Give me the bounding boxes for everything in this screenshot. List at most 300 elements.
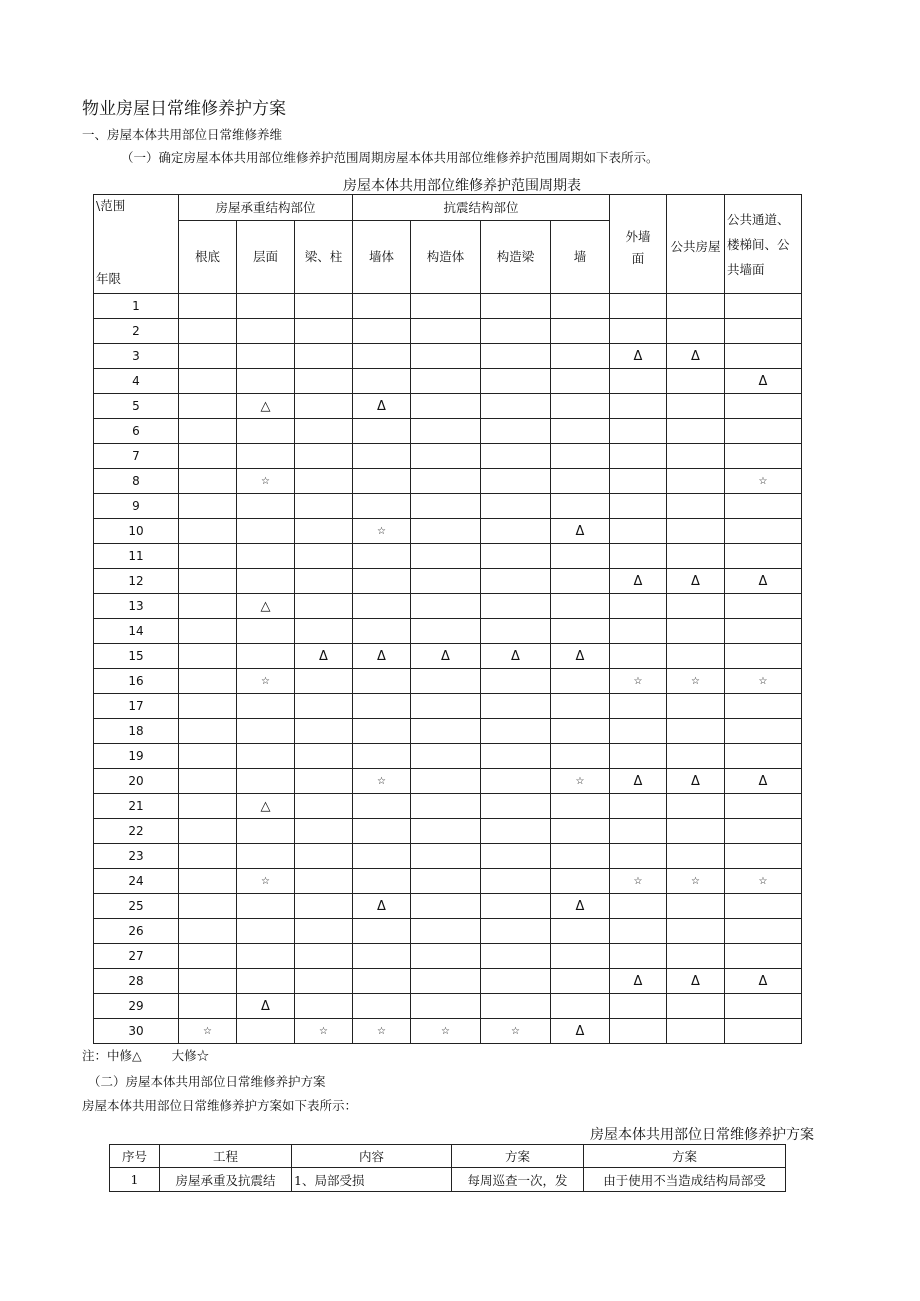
mark-cell <box>237 1019 295 1044</box>
mark-cell <box>725 594 802 619</box>
mark-cell <box>610 694 667 719</box>
mark-cell <box>667 294 725 319</box>
mark-cell: ☆ <box>667 869 725 894</box>
mark-cell <box>411 469 481 494</box>
mark-cell: ☆ <box>353 1019 411 1044</box>
mark-cell <box>411 869 481 894</box>
mark-cell <box>725 544 802 569</box>
mark-cell <box>411 719 481 744</box>
mark-cell <box>295 919 353 944</box>
mark-cell: ☆ <box>237 869 295 894</box>
mark-cell <box>295 344 353 369</box>
mark-cell: Δ <box>237 994 295 1019</box>
mark-cell <box>295 719 353 744</box>
year-cell: 11 <box>94 544 179 569</box>
year-cell: 4 <box>94 369 179 394</box>
mark-cell <box>179 619 237 644</box>
mark-cell <box>353 494 411 519</box>
mark-cell <box>411 919 481 944</box>
plan-cell-index: 1 <box>110 1168 160 1192</box>
mark-cell <box>725 794 802 819</box>
mark-cell <box>237 444 295 469</box>
year-cell: 9 <box>94 494 179 519</box>
mark-cell <box>667 844 725 869</box>
mark-cell <box>481 419 551 444</box>
year-cell: 26 <box>94 919 179 944</box>
year-cell: 27 <box>94 944 179 969</box>
group-header-load-bearing: 房屋承重结构部位 <box>179 195 353 221</box>
mark-cell <box>353 669 411 694</box>
mark-cell <box>353 819 411 844</box>
mark-cell <box>481 969 551 994</box>
mark-cell <box>179 844 237 869</box>
mark-cell: ☆ <box>610 869 667 894</box>
mark-cell <box>295 894 353 919</box>
mark-cell <box>610 369 667 394</box>
plan-header-plan-2: 方案 <box>584 1145 786 1168</box>
mark-cell <box>481 819 551 844</box>
mark-cell <box>411 394 481 419</box>
mark-cell <box>237 944 295 969</box>
year-cell: 25 <box>94 894 179 919</box>
mark-cell <box>551 669 610 694</box>
mark-cell <box>610 944 667 969</box>
col-header-outer-wall-line2: 面 <box>631 251 645 266</box>
mark-cell <box>610 319 667 344</box>
year-cell: 10 <box>94 519 179 544</box>
col-header-structure-body: 构造体 <box>411 220 481 293</box>
table-row <box>94 569 802 594</box>
mark-cell: Δ <box>551 1019 610 1044</box>
mark-cell <box>179 769 237 794</box>
mark-cell <box>667 544 725 569</box>
table-row <box>94 969 802 994</box>
mark-cell <box>353 444 411 469</box>
mark-cell: Δ <box>353 394 411 419</box>
mark-cell <box>295 619 353 644</box>
table-row <box>94 494 802 519</box>
mark-cell <box>610 644 667 669</box>
mark-cell: Δ <box>610 969 667 994</box>
plan-header-content: 内容 <box>292 1145 452 1168</box>
mark-cell <box>551 869 610 894</box>
mark-cell <box>667 919 725 944</box>
mark-cell <box>667 594 725 619</box>
year-cell: 14 <box>94 619 179 644</box>
year-cell: 30 <box>94 1019 179 1044</box>
mark-cell: Δ <box>610 769 667 794</box>
mark-cell <box>610 594 667 619</box>
mark-cell: Δ <box>551 519 610 544</box>
mark-cell <box>179 669 237 694</box>
mark-cell: Δ <box>551 644 610 669</box>
mark-cell <box>725 744 802 769</box>
mark-cell <box>725 294 802 319</box>
mark-cell <box>667 319 725 344</box>
mark-cell <box>295 519 353 544</box>
mark-cell <box>179 494 237 519</box>
mark-cell <box>295 819 353 844</box>
mark-cell <box>481 844 551 869</box>
plan-cell-content: 1、局部受损 <box>292 1168 452 1192</box>
mark-cell <box>237 894 295 919</box>
table-row <box>94 869 802 894</box>
mark-cell: ☆ <box>610 669 667 694</box>
mark-cell <box>353 569 411 594</box>
mark-cell <box>551 419 610 444</box>
table-row <box>94 669 802 694</box>
mark-cell <box>725 994 802 1019</box>
table-row <box>94 619 802 644</box>
year-cell: 8 <box>94 469 179 494</box>
mark-cell <box>411 619 481 644</box>
mark-cell <box>725 894 802 919</box>
table-row <box>94 944 802 969</box>
mark-cell <box>551 919 610 944</box>
legend-note <box>82 1046 209 1064</box>
mark-cell <box>551 844 610 869</box>
mark-cell <box>353 369 411 394</box>
mark-cell: Δ <box>610 569 667 594</box>
mark-cell <box>725 694 802 719</box>
col-header-wall: 墙 <box>551 220 610 293</box>
col-header-wall-body: 墙体 <box>353 220 411 293</box>
mark-cell <box>179 544 237 569</box>
mark-cell: ☆ <box>353 519 411 544</box>
mark-cell <box>353 294 411 319</box>
mark-cell <box>179 744 237 769</box>
mark-cell <box>551 969 610 994</box>
mark-cell <box>237 694 295 719</box>
year-cell: 6 <box>94 419 179 444</box>
mark-cell <box>179 519 237 544</box>
mark-cell <box>179 394 237 419</box>
table-row <box>94 769 802 794</box>
mark-cell <box>237 744 295 769</box>
mark-cell <box>481 394 551 419</box>
mark-cell <box>551 294 610 319</box>
subsection-heading-1: （一）确定房屋本体共用部位维修养护范围周期房屋本体共用部位维修养护范围周期如下表所示。 <box>121 150 659 165</box>
mark-cell <box>551 319 610 344</box>
mark-cell <box>179 444 237 469</box>
mark-cell <box>353 869 411 894</box>
mark-cell <box>610 519 667 544</box>
mark-cell <box>353 994 411 1019</box>
mark-cell <box>551 369 610 394</box>
maintenance-cycle-table <box>93 194 802 1044</box>
mark-cell <box>667 519 725 544</box>
mark-cell <box>411 894 481 919</box>
page-title: 物业房屋日常维修养护方案 <box>82 99 286 119</box>
mark-cell <box>481 294 551 319</box>
mark-cell <box>353 469 411 494</box>
mark-cell <box>610 794 667 819</box>
mark-cell <box>667 819 725 844</box>
table1-caption-text: 房屋本体共用部位维修养护范围周期表 <box>343 178 581 194</box>
mark-cell <box>481 319 551 344</box>
mark-cell <box>295 694 353 719</box>
mark-cell <box>179 719 237 744</box>
mark-cell <box>667 719 725 744</box>
mark-cell <box>667 794 725 819</box>
mark-cell <box>179 894 237 919</box>
mark-cell <box>411 444 481 469</box>
mark-cell: ☆ <box>725 469 802 494</box>
mark-cell <box>667 394 725 419</box>
mark-cell <box>179 594 237 619</box>
table-row <box>94 369 802 394</box>
mark-cell: Δ <box>610 344 667 369</box>
mark-cell: Δ <box>725 569 802 594</box>
mark-cell <box>610 744 667 769</box>
mark-cell <box>237 494 295 519</box>
col-header-foundation: 根底 <box>179 220 237 293</box>
mark-cell <box>295 544 353 569</box>
mark-cell <box>481 519 551 544</box>
mark-cell <box>667 369 725 394</box>
mark-cell: ☆ <box>725 869 802 894</box>
mark-cell <box>411 294 481 319</box>
mark-cell <box>353 719 411 744</box>
mark-cell <box>353 419 411 444</box>
mark-cell <box>481 744 551 769</box>
mark-cell <box>411 794 481 819</box>
mark-cell: △ <box>237 394 295 419</box>
col-header-structure-beam: 构造梁 <box>481 220 551 293</box>
mark-cell <box>551 994 610 1019</box>
year-cell: 28 <box>94 969 179 994</box>
mark-cell <box>610 619 667 644</box>
mark-cell <box>551 494 610 519</box>
table-row <box>94 594 802 619</box>
mark-cell <box>481 619 551 644</box>
year-cell: 15 <box>94 644 179 669</box>
mark-cell <box>610 544 667 569</box>
table-row <box>94 994 802 1019</box>
mark-cell <box>295 669 353 694</box>
mark-cell: Δ <box>353 894 411 919</box>
mark-cell <box>667 644 725 669</box>
mark-cell: ☆ <box>481 1019 551 1044</box>
mark-cell <box>725 819 802 844</box>
mark-cell <box>237 569 295 594</box>
mark-cell: Δ <box>725 769 802 794</box>
mark-cell <box>725 919 802 944</box>
mark-cell <box>481 994 551 1019</box>
mark-cell <box>295 369 353 394</box>
mark-cell <box>179 319 237 344</box>
mark-cell <box>725 944 802 969</box>
maintenance-plan-table <box>109 1144 786 1192</box>
col-header-public-area-line3: 共墙面 <box>727 261 765 277</box>
mark-cell <box>610 469 667 494</box>
mark-cell <box>481 794 551 819</box>
mark-cell <box>481 569 551 594</box>
mark-cell <box>237 619 295 644</box>
mark-cell: ☆ <box>411 1019 481 1044</box>
year-cell: 21 <box>94 794 179 819</box>
mark-cell: Δ <box>481 644 551 669</box>
section-heading-2: （二）房屋本体共用部位日常维修养护方案 <box>88 1074 326 1089</box>
mark-cell <box>551 394 610 419</box>
table-row <box>94 1019 802 1044</box>
mark-cell <box>295 794 353 819</box>
mark-cell <box>237 644 295 669</box>
mark-cell <box>725 844 802 869</box>
mark-cell: ☆ <box>353 769 411 794</box>
mark-cell <box>481 469 551 494</box>
col-header-public-area-line1: 公共通道、 <box>727 211 790 227</box>
mark-cell <box>551 344 610 369</box>
mark-cell <box>667 419 725 444</box>
mark-cell <box>179 569 237 594</box>
mark-cell <box>237 844 295 869</box>
mark-cell <box>411 544 481 569</box>
table-row <box>94 319 802 344</box>
mark-cell <box>353 694 411 719</box>
mark-cell <box>295 744 353 769</box>
mark-cell <box>237 294 295 319</box>
mark-cell <box>237 719 295 744</box>
mark-cell <box>353 969 411 994</box>
mark-cell: ☆ <box>725 669 802 694</box>
mark-cell: ☆ <box>237 469 295 494</box>
year-cell: 22 <box>94 819 179 844</box>
mark-cell <box>237 344 295 369</box>
mark-cell <box>411 769 481 794</box>
mark-cell <box>179 869 237 894</box>
mark-cell <box>610 919 667 944</box>
mark-cell <box>725 319 802 344</box>
table-row <box>94 694 802 719</box>
mark-cell <box>725 344 802 369</box>
mark-cell <box>610 394 667 419</box>
mark-cell <box>667 444 725 469</box>
mark-cell <box>551 794 610 819</box>
year-cell: 13 <box>94 594 179 619</box>
mark-cell <box>481 494 551 519</box>
mark-cell <box>551 619 610 644</box>
mark-cell <box>411 594 481 619</box>
mark-cell <box>667 744 725 769</box>
mark-cell <box>237 319 295 344</box>
mark-cell: △ <box>237 794 295 819</box>
plan-header-index: 序号 <box>110 1145 160 1168</box>
mark-cell <box>551 469 610 494</box>
year-cell: 20 <box>94 769 179 794</box>
mark-cell <box>481 369 551 394</box>
plan-cell-plan-2: 由于使用不当造成结构局部受 <box>584 1168 786 1192</box>
mark-cell <box>610 494 667 519</box>
mark-cell <box>237 369 295 394</box>
mark-cell <box>551 819 610 844</box>
mark-cell <box>179 969 237 994</box>
table-row <box>94 294 802 319</box>
mark-cell <box>295 869 353 894</box>
mark-cell <box>481 944 551 969</box>
year-cell: 29 <box>94 994 179 1019</box>
mark-cell <box>610 994 667 1019</box>
mark-cell <box>295 444 353 469</box>
year-cell: 17 <box>94 694 179 719</box>
year-cell: 2 <box>94 319 179 344</box>
mark-cell <box>667 894 725 919</box>
table2-caption: 房屋本体共用部位日常维修养护方案 <box>590 1127 814 1143</box>
mark-cell <box>411 744 481 769</box>
mark-cell <box>551 719 610 744</box>
mark-cell <box>411 494 481 519</box>
mark-cell <box>481 694 551 719</box>
mark-cell <box>179 944 237 969</box>
corner-years-label: 年限 <box>96 271 122 286</box>
year-cell: 7 <box>94 444 179 469</box>
mark-cell <box>179 369 237 394</box>
mark-cell <box>411 694 481 719</box>
mark-cell <box>725 494 802 519</box>
mark-cell <box>237 919 295 944</box>
mark-cell <box>411 969 481 994</box>
table-row <box>94 519 802 544</box>
mark-cell <box>610 1019 667 1044</box>
mark-cell <box>481 769 551 794</box>
mark-cell <box>295 594 353 619</box>
table-row <box>94 744 802 769</box>
mark-cell <box>237 969 295 994</box>
mark-cell <box>411 344 481 369</box>
table-row <box>94 419 802 444</box>
mark-cell <box>411 669 481 694</box>
mark-cell <box>179 294 237 319</box>
plan-header-project: 工程 <box>160 1145 292 1168</box>
mark-cell <box>481 719 551 744</box>
legend-major-repair: 大修☆ <box>171 1048 210 1063</box>
mark-cell: ☆ <box>295 1019 353 1044</box>
mark-cell <box>237 819 295 844</box>
mark-cell <box>610 894 667 919</box>
mark-cell <box>551 569 610 594</box>
mark-cell <box>353 319 411 344</box>
mark-cell <box>179 644 237 669</box>
col-header-public-house: 公共房屋 <box>667 195 725 294</box>
mark-cell <box>551 744 610 769</box>
mark-cell <box>295 844 353 869</box>
mark-cell <box>481 344 551 369</box>
mark-cell: ☆ <box>179 1019 237 1044</box>
mark-cell <box>295 319 353 344</box>
mark-cell <box>610 719 667 744</box>
mark-cell <box>551 594 610 619</box>
mark-cell <box>295 294 353 319</box>
mark-cell <box>725 644 802 669</box>
mark-cell <box>667 494 725 519</box>
mark-cell: ☆ <box>667 669 725 694</box>
mark-cell: Δ <box>667 769 725 794</box>
table-row <box>94 469 802 494</box>
section-heading-1: 一、房屋本体共用部位日常维修养维 <box>82 127 283 142</box>
mark-cell <box>610 844 667 869</box>
table-row <box>94 794 802 819</box>
mark-cell <box>411 844 481 869</box>
mark-cell <box>481 869 551 894</box>
mark-cell <box>725 519 802 544</box>
col-header-roof: 层面 <box>237 220 295 293</box>
mark-cell <box>725 444 802 469</box>
year-cell: 23 <box>94 844 179 869</box>
mark-cell <box>725 719 802 744</box>
mark-cell <box>411 994 481 1019</box>
mark-cell <box>353 744 411 769</box>
mark-cell <box>481 669 551 694</box>
